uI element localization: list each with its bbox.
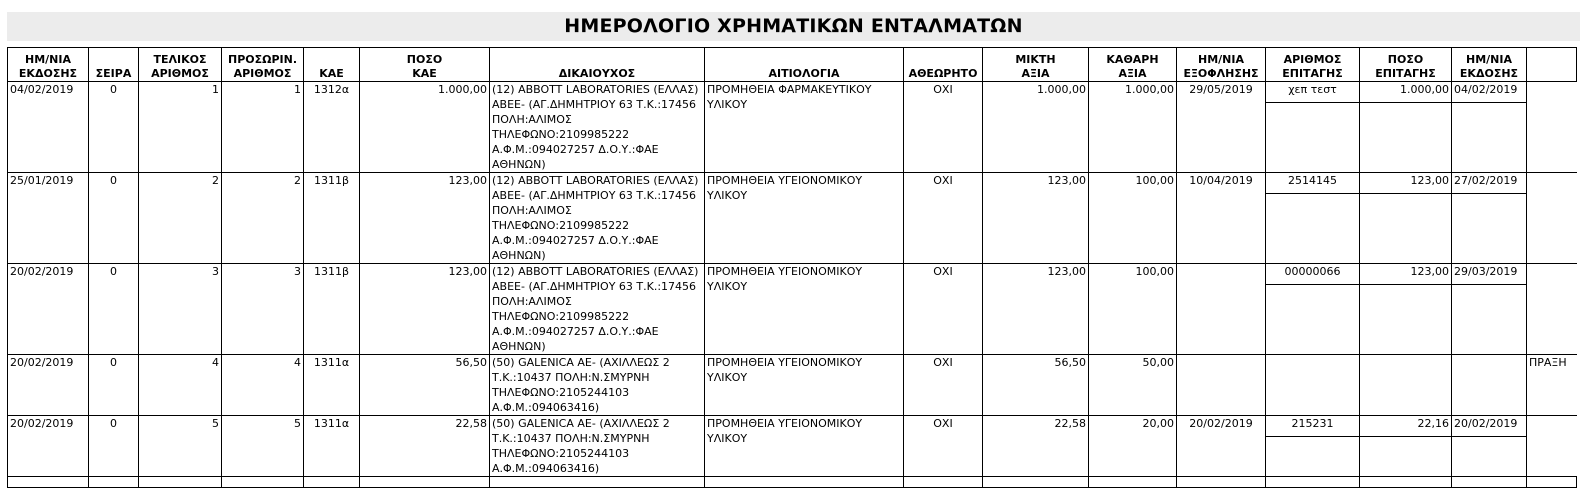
cell-reason: ΠΡΟΜΗΘΕΙΑ ΥΓΕΙΟΝΟΜΙΚΟΥ ΥΛΙΚΟΥ (705, 173, 904, 264)
cell-cut (1527, 477, 1577, 488)
col-header-kae: ΚΑΕ (304, 48, 360, 82)
cell-cheque-amount-value: 22,16 (1360, 416, 1451, 437)
cell-cut (705, 477, 904, 488)
cell-beneficiary: (12) ABBOTT LABORATORIES (ΕΛΛΑΣ) ΑΒΕΕ- (ΑΓ.ΔΗΜΗΤΡΙΟΥ 63 Τ.Κ.:17456 ΠΟΛΗ:ΑΛΙΜΟΣ ΤΗΛΕΦΩΝΟ:2109985222 Α.Φ.Μ.:094027257 Δ.Ο.Υ.:ΦΑΕ ΑΘΗΝΩΝ) (490, 264, 705, 355)
cell-cut (1089, 477, 1177, 488)
cell-amount-kae: 123,00 (360, 264, 490, 355)
cell-extra (1527, 173, 1577, 264)
cell-series: 0 (89, 264, 139, 355)
cell-cheque-amount (1360, 82, 1452, 173)
cell-net: 1.000,00 (1089, 82, 1177, 173)
cell-cut (360, 477, 490, 488)
report-title: ΗΜΕΡΟΛΟΓΙΟ ΧΡΗΜΑΤΙΚΩΝ ΕΝΤΑΛΜΑΤΩΝ (7, 12, 1580, 41)
col-header-beneficiary: ΔΙΚΑΙΟΥΧΟΣ (490, 48, 705, 82)
cell-cut (1266, 477, 1360, 488)
col-header-amount-kae: ΠΟΣΟ ΚΑΕ (360, 48, 490, 82)
cell-cut (1452, 477, 1527, 488)
col-header-series: ΣΕΙΡΑ (89, 48, 139, 82)
cell-series: 0 (89, 82, 139, 173)
table-row (8, 264, 1577, 355)
cell-unaudited: ΟΧΙ (904, 82, 983, 173)
cell-gross: 123,00 (983, 264, 1089, 355)
cell-reason: ΠΡΟΜΗΘΕΙΑ ΥΓΕΙΟΝΟΜΙΚΟΥ ΥΛΙΚΟΥ (705, 416, 904, 477)
cell-reason: ΠΡΟΜΗΘΕΙΑ ΦΑΡΜΑΚΕΥΤΙΚΟΥ ΥΛΙΚΟΥ (705, 82, 904, 173)
cell-gross: 123,00 (983, 173, 1089, 264)
cell-cut (904, 477, 983, 488)
cell-gross: 22,58 (983, 416, 1089, 477)
cell-cheque-date (1452, 416, 1527, 477)
table-row (8, 82, 1577, 173)
warrants-table (7, 47, 1577, 488)
col-header-cheque-amount: ΠΟΣΟ ΕΠΙΤΑΓΗΣ (1360, 48, 1452, 82)
table-row (8, 173, 1577, 264)
cell-cheque-amount-value: 123,00 (1360, 173, 1451, 194)
cell-beneficiary: (50) GALENICA AE- (ΑΧΙΛΛΕΩΣ 2 Τ.Κ.:10437 ΠΟΛΗ:Ν.ΣΜΥΡΝΗ ΤΗΛΕΦΩΝΟ:2105244103 Α.Φ.Μ.:094063416) (490, 416, 705, 477)
cell-cheque-date-value: 27/02/2019 (1452, 173, 1526, 194)
cell-gross: 1.000,00 (983, 82, 1089, 173)
cell-reason: ΠΡΟΜΗΘΕΙΑ ΥΓΕΙΟΝΟΜΙΚΟΥ ΥΛΙΚΟΥ (705, 264, 904, 355)
cell-amount-kae: 22,58 (360, 416, 490, 477)
cell-cheque-date (1452, 264, 1527, 355)
cell-temp-no: 5 (222, 416, 304, 477)
cell-cut (490, 477, 705, 488)
cell-cheque-no (1266, 416, 1360, 477)
cell-unaudited: ΟΧΙ (904, 264, 983, 355)
cell-cheque-amount-value: 123,00 (1360, 264, 1451, 285)
cell-kae: 1312α (304, 82, 360, 173)
cell-unaudited: ΟΧΙ (904, 173, 983, 264)
cell-date-paid (1177, 264, 1266, 355)
header-row (8, 48, 1577, 82)
cell-cheque-date-value: 04/02/2019 (1452, 82, 1526, 103)
cell-beneficiary: (12) ABBOTT LABORATORIES (ΕΛΛΑΣ) ΑΒΕΕ- (ΑΓ.ΔΗΜΗΤΡΙΟΥ 63 Τ.Κ.:17456 ΠΟΛΗ:ΑΛΙΜΟΣ ΤΗΛΕΦΩΝΟ:2109985222 Α.Φ.Μ.:094027257 Δ.Ο.Υ.:ΦΑΕ ΑΘΗΝΩΝ) (490, 82, 705, 173)
cell-final-no: 3 (139, 264, 222, 355)
cell-kae: 1311α (304, 416, 360, 477)
cell-kae: 1311β (304, 264, 360, 355)
col-header-cheque-date: ΗΜ/ΝΙΑ ΕΚΔΟΣΗΣ (1452, 48, 1527, 82)
cell-cheque-no (1266, 264, 1360, 355)
cell-beneficiary: (50) GALENICA AE- (ΑΧΙΛΛΕΩΣ 2 Τ.Κ.:10437 ΠΟΛΗ:Ν.ΣΜΥΡΝΗ ΤΗΛΕΦΩΝΟ:2105244103 Α.Φ.Μ.:094063416) (490, 355, 705, 416)
col-header-temp-no: ΠΡΟΣΩΡΙΝ. ΑΡΙΘΜΟΣ (222, 48, 304, 82)
cell-net: 50,00 (1089, 355, 1177, 416)
cell-cheque-date (1452, 82, 1527, 173)
cell-extra (1527, 416, 1577, 477)
cell-cheque-amount (1360, 416, 1452, 477)
cell-cheque-no (1266, 82, 1360, 173)
cell-final-no: 2 (139, 173, 222, 264)
cell-date-paid: 20/02/2019 (1177, 416, 1266, 477)
cell-temp-no: 1 (222, 82, 304, 173)
cell-cheque-amount (1360, 355, 1452, 416)
table-row-partial (8, 477, 1577, 488)
cell-final-no: 5 (139, 416, 222, 477)
cell-cheque-no-value: χεπ τεστ (1266, 82, 1359, 103)
cell-cheque-amount-value (1360, 355, 1451, 375)
cell-date-issue: 20/02/2019 (8, 416, 89, 477)
col-header-date-paid: ΗΜ/ΝΙΑ ΕΞΟΦΛΗΣΗΣ (1177, 48, 1266, 82)
cell-series: 0 (89, 173, 139, 264)
cell-cut (89, 477, 139, 488)
cell-cheque-date-value: 20/02/2019 (1452, 416, 1526, 437)
cell-date-paid (1177, 355, 1266, 416)
cell-final-no: 4 (139, 355, 222, 416)
cell-date-issue: 04/02/2019 (8, 82, 89, 173)
cell-series: 0 (89, 416, 139, 477)
cell-date-paid: 29/05/2019 (1177, 82, 1266, 173)
cell-cheque-no-value: 215231 (1266, 416, 1359, 437)
cell-cheque-no-value: 2514145 (1266, 173, 1359, 194)
cell-cheque-date (1452, 173, 1527, 264)
col-header-unaudited: ΑΘΕΩΡΗΤΟ (904, 48, 983, 82)
col-header-final-no: ΤΕΛΙΚΟΣ ΑΡΙΘΜΟΣ (139, 48, 222, 82)
cell-unaudited: ΟΧΙ (904, 355, 983, 416)
cell-net: 100,00 (1089, 173, 1177, 264)
col-header-net: ΚΑΘΑΡΗ ΑΞΙΑ (1089, 48, 1177, 82)
cell-cheque-amount-value: 1.000,00 (1360, 82, 1451, 103)
cell-series: 0 (89, 355, 139, 416)
cell-amount-kae: 1.000,00 (360, 82, 490, 173)
cell-cut (304, 477, 360, 488)
cell-amount-kae: 56,50 (360, 355, 490, 416)
cell-amount-kae: 123,00 (360, 173, 490, 264)
col-header-extra (1527, 48, 1577, 82)
col-header-date-issue: ΗΜ/ΝΙΑ ΕΚΔΟΣΗΣ (8, 48, 89, 82)
cell-date-issue: 20/02/2019 (8, 355, 89, 416)
col-header-reason: ΑΙΤΙΟΛΟΓΙΑ (705, 48, 904, 82)
cell-date-paid: 10/04/2019 (1177, 173, 1266, 264)
table-row (8, 355, 1577, 416)
cell-cheque-no-value: 00000066 (1266, 264, 1359, 285)
cell-unaudited: ΟΧΙ (904, 416, 983, 477)
cell-temp-no: 3 (222, 264, 304, 355)
cell-extra (1527, 82, 1577, 173)
cell-cheque-amount (1360, 264, 1452, 355)
cell-cheque-date (1452, 355, 1527, 416)
col-header-gross: ΜΙΚΤΗ ΑΞΙΑ (983, 48, 1089, 82)
cell-extra: ΠΡΑΞΗ (1527, 355, 1577, 416)
cell-cheque-date-value: 29/03/2019 (1452, 264, 1526, 285)
cell-cheque-no (1266, 173, 1360, 264)
cell-final-no: 1 (139, 82, 222, 173)
cell-date-issue: 20/02/2019 (8, 264, 89, 355)
cell-kae: 1311β (304, 173, 360, 264)
cell-cut (1360, 477, 1452, 488)
cell-reason: ΠΡΟΜΗΘΕΙΑ ΥΓΕΙΟΝΟΜΙΚΟΥ ΥΛΙΚΟΥ (705, 355, 904, 416)
cell-kae: 1311α (304, 355, 360, 416)
cell-cheque-no-value (1266, 355, 1359, 375)
cell-date-issue: 25/01/2019 (8, 173, 89, 264)
cell-temp-no: 2 (222, 173, 304, 264)
cell-cut (222, 477, 304, 488)
cell-net: 20,00 (1089, 416, 1177, 477)
table-row (8, 416, 1577, 477)
cell-net: 100,00 (1089, 264, 1177, 355)
cell-cut (8, 477, 89, 488)
col-header-cheque-no: ΑΡΙΘΜΟΣ ΕΠΙΤΑΓΗΣ (1266, 48, 1360, 82)
cell-temp-no: 4 (222, 355, 304, 416)
cell-extra (1527, 264, 1577, 355)
cell-cut (1177, 477, 1266, 488)
cell-cheque-amount (1360, 173, 1452, 264)
cell-beneficiary: (12) ABBOTT LABORATORIES (ΕΛΛΑΣ) ΑΒΕΕ- (ΑΓ.ΔΗΜΗΤΡΙΟΥ 63 Τ.Κ.:17456 ΠΟΛΗ:ΑΛΙΜΟΣ ΤΗΛΕΦΩΝΟ:2109985222 Α.Φ.Μ.:094027257 Δ.Ο.Υ.:ΦΑΕ ΑΘΗΝΩΝ) (490, 173, 705, 264)
cell-cut (139, 477, 222, 488)
cell-gross: 56,50 (983, 355, 1089, 416)
cell-cheque-no (1266, 355, 1360, 416)
cell-cheque-date-value (1452, 355, 1526, 375)
cell-cut (983, 477, 1089, 488)
